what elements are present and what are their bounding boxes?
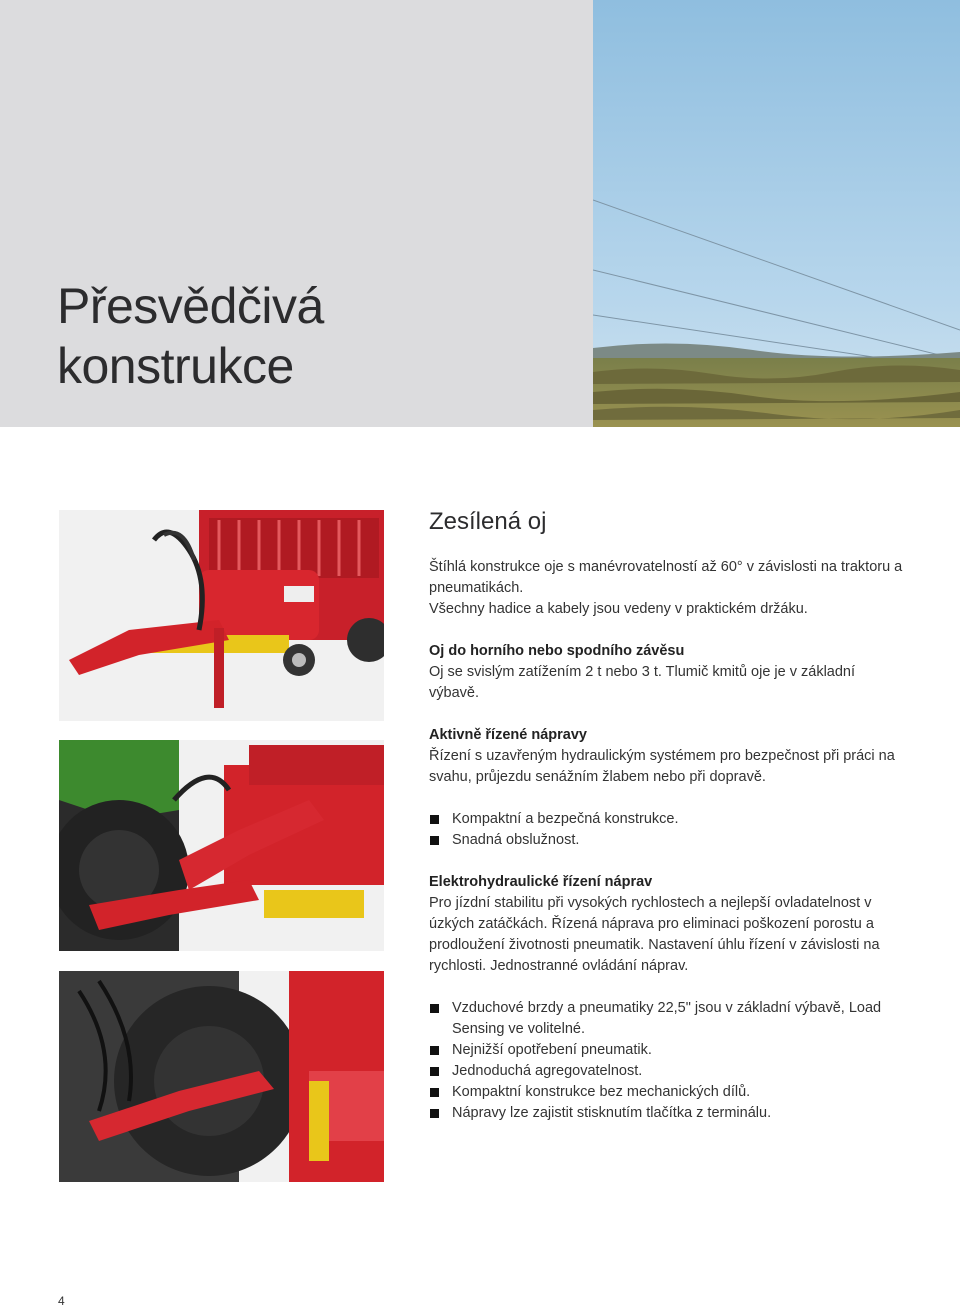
hitch-heading: Oj do horního nebo spodního závěsu	[429, 643, 685, 659]
electro-axles-text: Pro jízdní stabilitu při vysokých rychlostech a nejlepší ovladatelnost v úzkých zatáčkách. Řízená náprava pro eliminaci poškození porostu a prodloužení životnosti pneumatik. Nastavení úhlu řízení v závislosti na rychlosti. Jednostranné ovládání náprav.	[429, 895, 880, 974]
active-axles-block	[429, 725, 909, 788]
content-column	[429, 505, 909, 1145]
list-item	[429, 1040, 909, 1061]
hitch-text: Oj se svislým zatížením 2 t nebo 3 t. Tlumič kmitů oje je v základní výbavě.	[429, 664, 856, 701]
page-title	[57, 276, 324, 396]
photo-tractor-hitch	[59, 740, 384, 951]
active-axles-heading: Aktivně řízené nápravy	[429, 727, 587, 743]
list-item	[429, 1082, 909, 1103]
section-title: Zesílená oj	[429, 508, 547, 535]
bullet-square-icon	[430, 1088, 439, 1097]
page-number: 4	[58, 1294, 65, 1308]
bullet-square-icon	[430, 1109, 439, 1118]
bullet-square-icon	[430, 815, 439, 824]
hitch-block	[429, 641, 909, 704]
hero-field-photo	[593, 0, 960, 427]
list-item	[429, 1061, 909, 1082]
photo-hydraulic-steering	[59, 971, 384, 1182]
list-item	[429, 1103, 909, 1124]
list-item-text: Vzduchové brzdy a pneumatiky 22,5" jsou v základní výbavě, Load Sensing ve volitelné.	[452, 1000, 882, 1037]
list-item-text: Nejnižší opotřebení pneumatik.	[452, 1042, 652, 1058]
list-item-text: Kompaktní a bezpečná konstrukce.	[452, 811, 679, 827]
list-item-text: Jednoduchá agregovatelnost.	[452, 1063, 643, 1079]
photo-drawbar-wagon	[59, 510, 384, 721]
list-item	[429, 809, 909, 830]
bullet-square-icon	[430, 1067, 439, 1076]
list-item-text: Nápravy lze zajistit stisknutím tlačítka z terminálu.	[452, 1105, 772, 1121]
list-item	[429, 998, 909, 1040]
bullet-square-icon	[430, 836, 439, 845]
list-item-text: Snadná obslužnost.	[452, 832, 580, 848]
list-item-text: Kompaktní konstrukce bez mechanických dílů.	[452, 1084, 751, 1100]
list-item	[429, 830, 909, 851]
active-axles-bullets	[429, 809, 909, 851]
page-title-line-2: konstrukce	[57, 338, 294, 394]
active-axles-text: Řízení s uzavřeným hydraulickým systémem pro bezpečnost při práci na svahu, průjezdu senážním žlabem nebo při dopravě.	[429, 748, 895, 785]
bullet-square-icon	[430, 1004, 439, 1013]
electro-axles-bullets	[429, 998, 909, 1124]
page-title-line-1: Přesvědčivá	[57, 278, 324, 334]
intro-paragraph-2: Všechny hadice a kabely jsou vedeny v praktickém držáku.	[429, 601, 808, 617]
intro-paragraph-1: Štíhlá konstrukce oje s manévrovatelností až 60° v závislosti na traktoru a pneumatikách.	[429, 559, 903, 596]
electro-axles-heading: Elektrohydraulické řízení náprav	[429, 874, 653, 890]
bullet-square-icon	[430, 1046, 439, 1055]
electro-axles-block	[429, 872, 909, 977]
intro-block	[429, 557, 909, 620]
